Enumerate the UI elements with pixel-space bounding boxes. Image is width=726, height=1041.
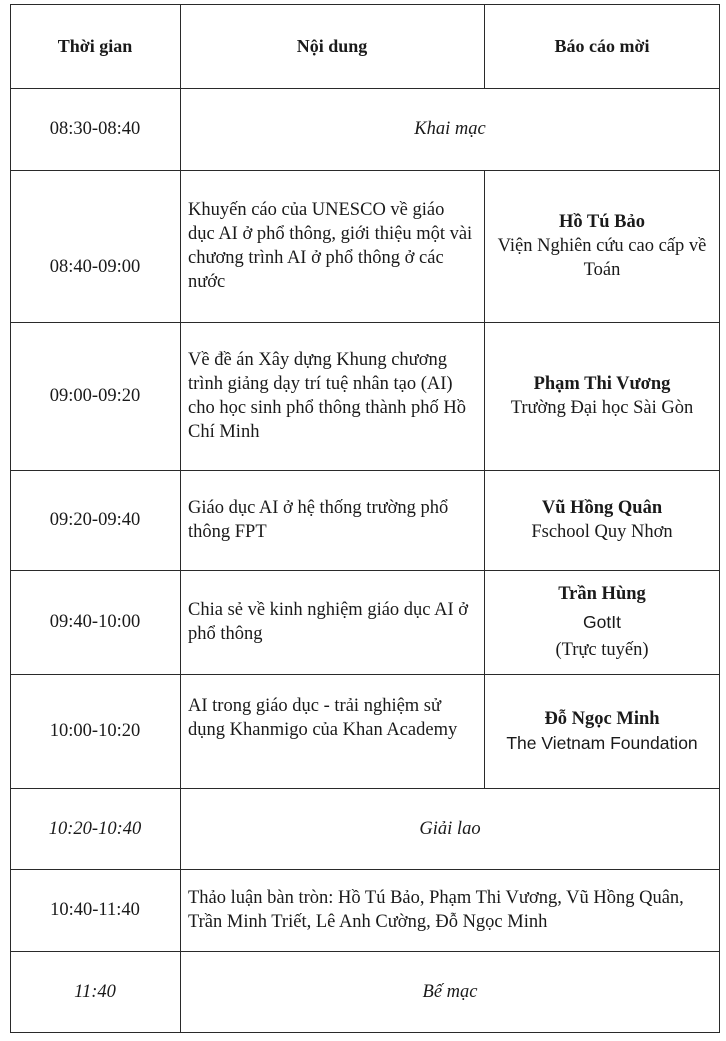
speaker-affiliation: Fschool Quy Nhơn (531, 522, 673, 542)
speaker-name: Đỗ Ngọc Minh (544, 709, 660, 729)
content-cell: Chia sẻ về kinh nghiệm giáo dục AI ở phổ thông (188, 600, 469, 644)
speaker-affiliation: GotIt (583, 612, 621, 632)
speaker-name: Vũ Hồng Quân (541, 498, 663, 518)
time-cell: 09:20-09:40 (49, 510, 141, 530)
speaker-name: Phạm Thi Vương (533, 374, 671, 394)
time-cell: 08:30-08:40 (49, 119, 141, 139)
speaker-name: Hồ Tú Bảo (558, 212, 646, 232)
speaker-cell (484, 570, 720, 674)
speaker-affiliation: Trường Đại học Sài Gòn (510, 398, 694, 418)
content-cell: Khuyến cáo của UNESCO về giáo dục AI ở phổ thông, giới thiệu một vài chương trình AI ở phổ thông ở các nước (188, 200, 473, 292)
speaker-affiliation: Viện Nghiên cứu cao cấp về Toán (497, 236, 707, 280)
speaker-affiliation: The Vietnam Foundation (506, 733, 698, 753)
table-rule (10, 1032, 720, 1033)
time-cell: 11:40 (74, 981, 116, 1002)
speaker-note: (Trực tuyến) (555, 640, 649, 660)
session-span: Giải lao (419, 818, 481, 839)
content-cell: Giáo dục AI ở hệ thống trường phổ thông FPT (188, 498, 449, 542)
speaker-cell (484, 470, 720, 570)
time-cell: 08:40-09:00 (49, 257, 141, 277)
time-cell: 09:00-09:20 (49, 386, 141, 406)
speaker-cell (484, 322, 720, 470)
speaker-name: Trần Hùng (558, 584, 646, 604)
header-speaker: Báo cáo mời (554, 36, 650, 56)
time-cell: 09:40-10:00 (49, 612, 141, 632)
content-cell: AI trong giáo dục - trải nghiệm sử dụng Khanmigo của Khan Academy (188, 696, 458, 740)
header-content: Nội dung (296, 36, 368, 56)
speaker-cell (484, 170, 720, 322)
session-span: Bế mạc (422, 981, 478, 1002)
discussion-cell: Thảo luận bàn tròn: Hồ Tú Bảo, Phạm Thi Vương, Vũ Hồng Quân, Trần Minh Triết, Lê Anh Cường, Đỗ Ngọc Minh (188, 888, 684, 932)
time-cell: 10:20-10:40 (48, 818, 142, 839)
content-cell: Về đề án Xây dựng Khung chương trình giảng dạy trí tuệ nhân tạo (AI) cho học sinh phổ thông thành phố Hồ Chí Minh (188, 350, 466, 442)
time-cell: 10:40-11:40 (50, 900, 140, 920)
time-cell: 10:00-10:20 (49, 721, 141, 741)
speaker-cell (484, 674, 720, 788)
session-span: Khai mạc (414, 119, 486, 139)
header-time: Thời gian (57, 36, 133, 56)
